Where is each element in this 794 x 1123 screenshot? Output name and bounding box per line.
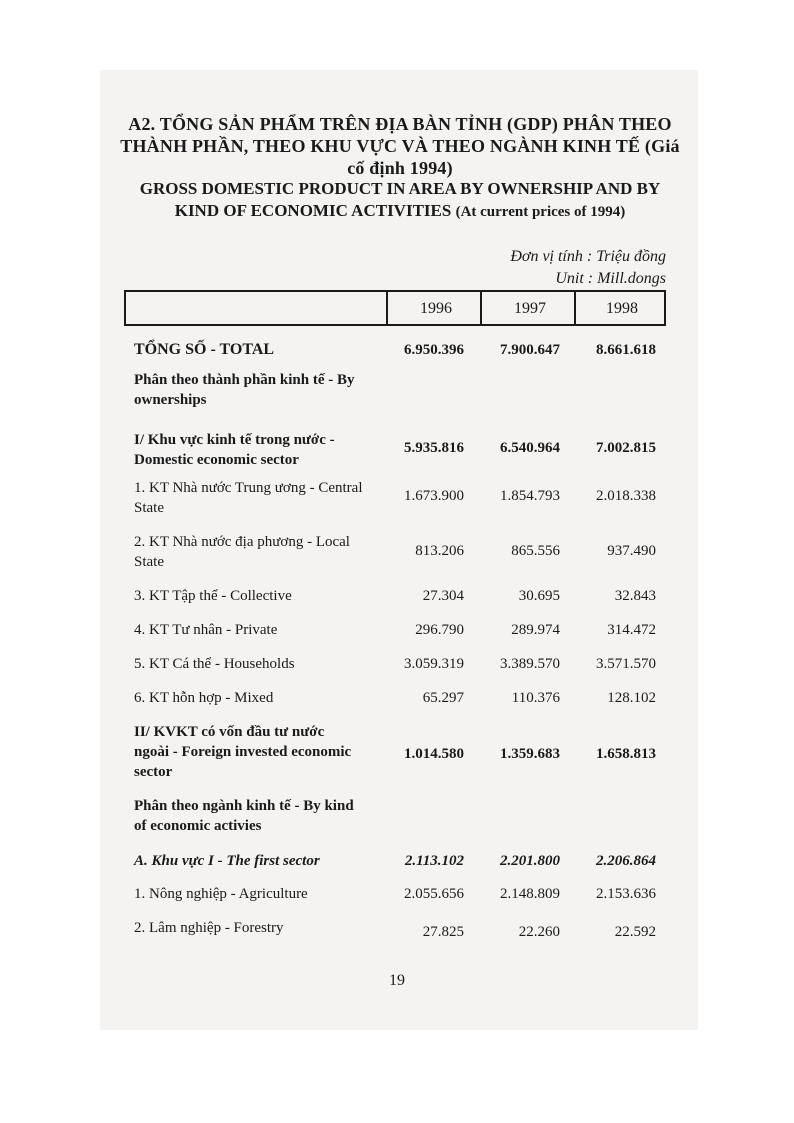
unit-en: Unit : Mill.dongs xyxy=(555,270,666,287)
cell-1998: 8.661.618 xyxy=(596,342,656,358)
cell-1998: 314.472 xyxy=(607,622,656,638)
cell-1996: 1.014.580 xyxy=(404,746,464,762)
cell-1996: 813.206 xyxy=(415,543,464,559)
year-header-1998: 1998 xyxy=(606,300,638,317)
cell-1997: 6.540.964 xyxy=(500,440,560,456)
row-label: 3. KT Tập thể - Collective xyxy=(134,588,292,604)
row-label: 5. KT Cá thể - Households xyxy=(134,656,295,672)
title-en-text: GROSS DOMESTIC PRODUCT IN AREA BY OWNERSHIP AND BY KIND OF ECONOMIC ACTIVITIES xyxy=(139,179,661,220)
row-label: TỔNG SỐ - TOTAL xyxy=(134,341,275,358)
cell-1997: 3.389.570 xyxy=(500,656,560,672)
page-number: 19 xyxy=(389,972,405,989)
cell-1998: 7.002.815 xyxy=(596,440,656,456)
title-english xyxy=(120,178,680,223)
cell-1998: 32.843 xyxy=(614,588,656,604)
row-label: 2. KT Nhà nước địa phương - Local State xyxy=(134,534,350,570)
cell-1996: 296.790 xyxy=(415,622,464,638)
cell-1996: 27.304 xyxy=(422,588,464,604)
cell-1998: 2.153.636 xyxy=(596,886,656,902)
title-en-note: (At current prices of 1994) xyxy=(455,204,626,220)
row-label: 4. KT Tư nhân - Private xyxy=(134,622,278,638)
unit-note xyxy=(510,246,666,290)
cell-1997: 7.900.647 xyxy=(500,342,560,358)
cell-1997: 865.556 xyxy=(511,543,560,559)
cell-1998: 3.571.570 xyxy=(596,656,656,672)
cell-1997: 2.148.809 xyxy=(500,886,560,902)
cell-1998: 22.592 xyxy=(614,924,656,940)
cell-1997: 110.376 xyxy=(511,690,560,706)
cell-1997: 2.201.800 xyxy=(500,853,560,869)
title-vietnamese xyxy=(120,113,680,179)
cell-1997: 22.260 xyxy=(518,924,560,940)
cell-1996: 65.297 xyxy=(422,690,464,706)
row-label: I/ Khu vực kinh tế trong nước - Domestic economic sector xyxy=(134,432,335,468)
title-vn-note: (Giá cố định 1994) xyxy=(347,136,680,178)
row-label: A. Khu vực I - The first sector xyxy=(134,853,320,869)
row-label: 2. Lâm nghiệp - Forestry xyxy=(134,920,284,936)
cell-1998: 2.206.864 xyxy=(596,853,656,869)
year-header-1996: 1996 xyxy=(420,300,452,317)
cell-1998: 937.490 xyxy=(607,543,656,559)
title-vn-text: A2. TỔNG SẢN PHẨM TRÊN ĐỊA BÀN TỈNH (GDP) PHÂN THEO THÀNH PHẦN, THEO KHU VỰC VÀ THEO NGÀNH KINH TẾ xyxy=(120,114,672,156)
cell-1998: 128.102 xyxy=(607,690,656,706)
row-label: II/ KVKT có vốn đầu tư nước ngoài - Foreign invested economic sector xyxy=(134,724,352,780)
row-label: 1. Nông nghiệp - Agriculture xyxy=(134,886,308,902)
row-label: Phân theo ngành kinh tế - By kind of economic activies xyxy=(134,798,354,834)
cell-1997: 30.695 xyxy=(518,588,560,604)
cell-1998: 2.018.338 xyxy=(596,488,656,504)
cell-1997: 289.974 xyxy=(511,622,560,638)
cell-1996: 2.113.102 xyxy=(404,853,464,869)
cell-1997: 1.359.683 xyxy=(500,746,560,762)
cell-1996: 5.935.816 xyxy=(404,440,464,456)
cell-1996: 2.055.656 xyxy=(404,886,464,902)
row-label: 6. KT hỗn hợp - Mixed xyxy=(134,690,274,706)
cell-1996: 27.825 xyxy=(422,924,464,940)
cell-1996: 6.950.396 xyxy=(404,342,464,358)
cell-1997: 1.854.793 xyxy=(500,488,560,504)
cell-1996: 3.059.319 xyxy=(404,656,464,672)
table-header xyxy=(124,290,666,326)
year-header-1997: 1997 xyxy=(514,300,546,317)
unit-vn: Đơn vị tính : Triệu đồng xyxy=(510,248,666,265)
cell-1998: 1.658.813 xyxy=(596,746,656,762)
row-label: 1. KT Nhà nước Trung ương - Central State xyxy=(134,480,363,516)
cell-1996: 1.673.900 xyxy=(404,488,464,504)
row-label: Phân theo thành phần kinh tế - By ownerships xyxy=(134,372,355,408)
